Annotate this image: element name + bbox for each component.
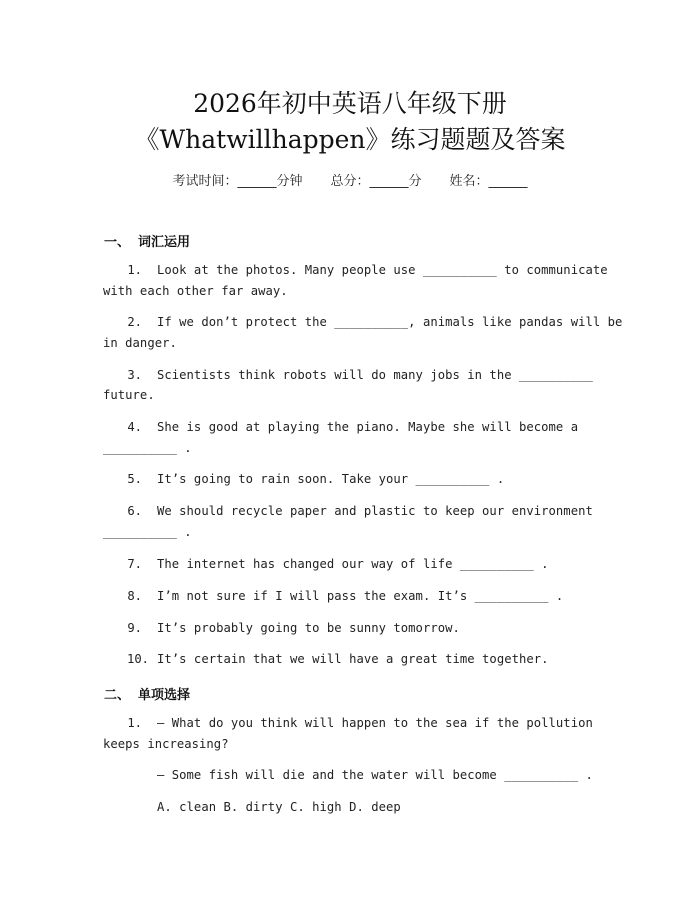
question-number: 5. bbox=[127, 472, 142, 486]
question-text: I’m not sure if I will pass the exam. It’s __________ . bbox=[157, 589, 564, 603]
question-number: 9. bbox=[127, 621, 142, 635]
question-number: 10. bbox=[126, 652, 149, 666]
exam-score: 总分：______分 bbox=[330, 174, 422, 189]
question-number: 3. bbox=[127, 368, 142, 382]
question-text: — What do you think will happen to the sea if the pollution bbox=[157, 716, 593, 730]
question-text: Scientists think robots will do many jobs in the __________ bbox=[157, 368, 593, 382]
question-number: 1. bbox=[127, 263, 142, 277]
question-text-continued: keeps increasing? bbox=[103, 737, 229, 751]
student-name: 姓名：______ bbox=[449, 174, 528, 189]
section-title: 词汇运用 bbox=[138, 235, 191, 250]
question-number: 2. bbox=[127, 315, 142, 329]
question-number: 6. bbox=[127, 504, 142, 518]
question-number: 8. bbox=[127, 589, 142, 603]
section-number: 二、 bbox=[104, 688, 131, 703]
exam-meta bbox=[0, 170, 700, 189]
question-text: If we don’t protect the __________, animals like pandas will be bbox=[157, 315, 623, 329]
section-title: 单项选择 bbox=[138, 688, 191, 703]
question-answer-line: — Some fish will die and the water will become __________ . bbox=[157, 768, 593, 782]
question-number: 4. bbox=[127, 420, 142, 434]
question-number: 1. bbox=[127, 716, 142, 730]
question-text: Look at the photos. Many people use __________ to communicate bbox=[157, 263, 608, 277]
question-text: The internet has changed our way of life __________ . bbox=[157, 557, 549, 571]
question-text: We should recycle paper and plastic to keep our environment bbox=[157, 504, 593, 518]
page-title-line-2: 《Whatwillhappen》练习题题及答案 bbox=[134, 125, 566, 154]
page-title-line-1: 2026年初中英语八年级下册 bbox=[193, 89, 507, 118]
question-text: It’s certain that we will have a great time together. bbox=[157, 652, 549, 666]
question-text-continued: with each other far away. bbox=[103, 284, 288, 298]
question-text: She is good at playing the piano. Maybe she will become a bbox=[157, 420, 579, 434]
question-text-continued: in danger. bbox=[103, 336, 177, 350]
section-heading-vocabulary bbox=[104, 231, 190, 250]
question-text: It’s probably going to be sunny tomorrow. bbox=[157, 621, 460, 635]
exam-time: 考试时间：______分钟 bbox=[172, 174, 303, 189]
question-text-continued: __________ . bbox=[103, 525, 192, 539]
section-number: 一、 bbox=[104, 235, 131, 250]
section-heading-multiple-choice bbox=[104, 684, 190, 703]
question-text: It’s going to rain soon. Take your __________ . bbox=[157, 472, 505, 486]
question-text-continued: __________ . bbox=[103, 441, 192, 455]
question-options: A. clean B. dirty C. high D. deep bbox=[157, 800, 401, 814]
question-number: 7. bbox=[127, 557, 142, 571]
question-text-continued: future. bbox=[103, 388, 155, 402]
